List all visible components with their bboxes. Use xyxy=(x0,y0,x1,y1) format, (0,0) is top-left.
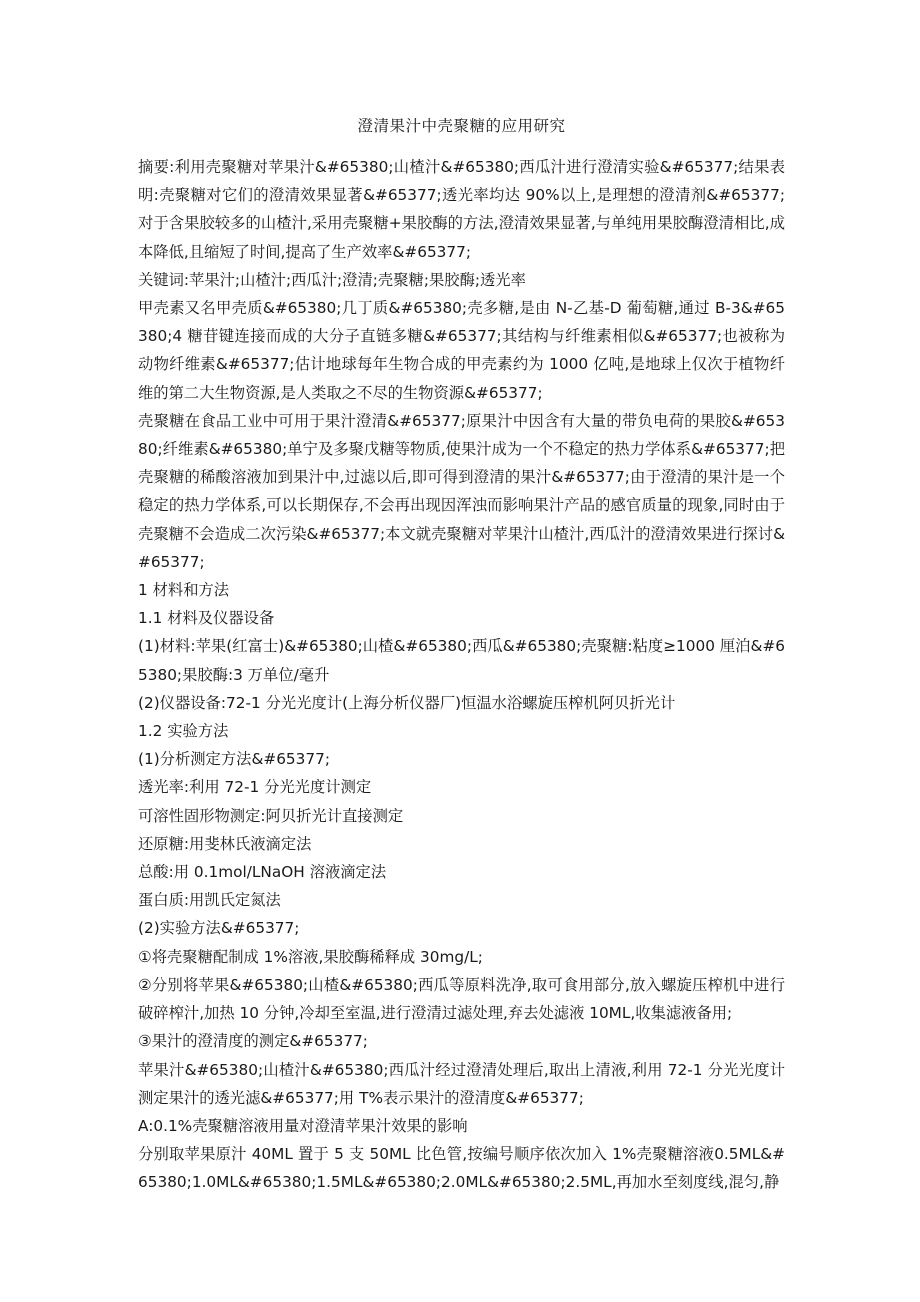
step-item: ③果汁的澄清度的测定&#65377; xyxy=(138,1032,368,1051)
list-item: 可溶性固形物测定:阿贝折光计直接测定 xyxy=(138,806,404,825)
step-item: ②分别将苹果&#65380;山楂&#65380;西瓜等原料洗净,取可食用部分,放入螺旋压榨机中进行破碎榨汁,加热 10 分钟,冷却至室温,进行澄清过滤处理,弃去处滤液 10ML,收集滤液备用; xyxy=(138,975,785,1023)
subsection-heading: 1.1 材料及仪器设备 xyxy=(138,609,275,628)
section-heading: 1 材料和方法 xyxy=(138,581,230,600)
list-item: 蛋白质:用凯氏定氮法 xyxy=(138,891,281,910)
abstract-paragraph: 摘要:利用壳聚糖对苹果汁&#65380;山楂汁&#65380;西瓜汁进行澄清实验&#65377;结果表明:壳聚糖对它们的澄清效果显著&#65377;透光率均达 90%以上,是理想的澄清剂&#65377;对于含果胶较多的山楂汁,采用壳聚糖+果胶酶的方法,澄清效果显著,与单纯用果胶酶澄清相比,成本降低,且缩短了时间,提高了生产效率&#65377; xyxy=(138,158,785,261)
body-paragraph: 苹果汁&#65380;山楂汁&#65380;西瓜汁经过澄清处理后,取出上清液,利用 72-1 分光光度计测定果汁的透光滤&#65377;用 T%表示果汁的澄清度&#65377; xyxy=(138,1060,785,1107)
list-item: 总酸:用 0.1mol/LNaOH 溶液滴定法 xyxy=(138,863,387,882)
list-item: (2)仪器设备:72-1 分光光度计(上海分析仪器厂)恒温水浴螺旋压榨机阿贝折光计 xyxy=(138,693,676,712)
list-item: 透光率:利用 72-1 分光光度计测定 xyxy=(138,778,372,797)
keywords-paragraph: 关键词:苹果汁;山楂汁;西瓜汁;澄清;壳聚糖;果胶酶;透光率 xyxy=(138,270,526,289)
experiment-heading: A:0.1%壳聚糖溶液用量对澄清苹果汁效果的影响 xyxy=(138,1116,468,1135)
intro-paragraph: 壳聚糖在食品工业中可用于果汁澄清&#65377;原果汁中因含有大量的带负电荷的果胶&#65380;纤维素&#65380;单宁及多聚戊糖等物质,使果汁成为一个不稳定的热力学体系&#65377;把壳聚糖的稀酸溶液加到果汁中,过滤以后,即可得到澄清的果汁&#65377;由于澄清的果汁是一个稳定的热力学体系,可以长期保存,不会再出现因浑浊而影响果汁产品的感官质量的现象,同时由于壳聚糖不会造成二次污染&#65377;本文就壳聚糖对苹果汁山楂汁,西瓜汁的澄清效果进行探讨&#65377; xyxy=(138,411,785,571)
list-item: 还原糖:用斐林氏液滴定法 xyxy=(138,834,312,853)
subsection-heading: 1.2 实验方法 xyxy=(138,722,229,741)
body-paragraph: 分别取苹果原汁 40ML 置于 5 支 50ML 比色管,按编号顺序依次加入 1%壳聚糖溶液0.5ML&#65380;1.0ML&#65380;1.5ML&#65380;2.0ML&#65380;2.5ML,再加水至刻度线,混匀,静 xyxy=(138,1145,785,1192)
document-body xyxy=(138,153,785,1197)
list-item: (2)实验方法&#65377; xyxy=(138,919,300,938)
document-title: 澄清果汁中壳聚糖的应用研究 xyxy=(357,117,566,135)
list-item: (1)分析测定方法&#65377; xyxy=(138,750,331,769)
step-item: ①将壳聚糖配制成 1%溶液,果胶酶稀释成 30mg/L; xyxy=(138,947,483,966)
list-item: (1)材料:苹果(红富士)&#65380;山楂&#65380;西瓜&#65380;壳聚糖:粘度≥1000 厘泊&#65380;果胶酶:3 万单位/毫升 xyxy=(138,637,785,684)
intro-paragraph: 甲壳素又名甲壳质&#65380;几丁质&#65380;壳多糖,是由 N-乙基-D 葡萄糖,通过 B-3&#65380;4 糖苷键连接而成的大分子直链多糖&#65377;其结构与纤维素相似&#65377;也被称为动物纤维素&#65377;估计地球每年生物合成的甲壳素约为 1000 亿吨,是地球上仅次于植物纤维的第二大生物资源,是人类取之不尽的生物资源&#65377; xyxy=(138,299,785,402)
